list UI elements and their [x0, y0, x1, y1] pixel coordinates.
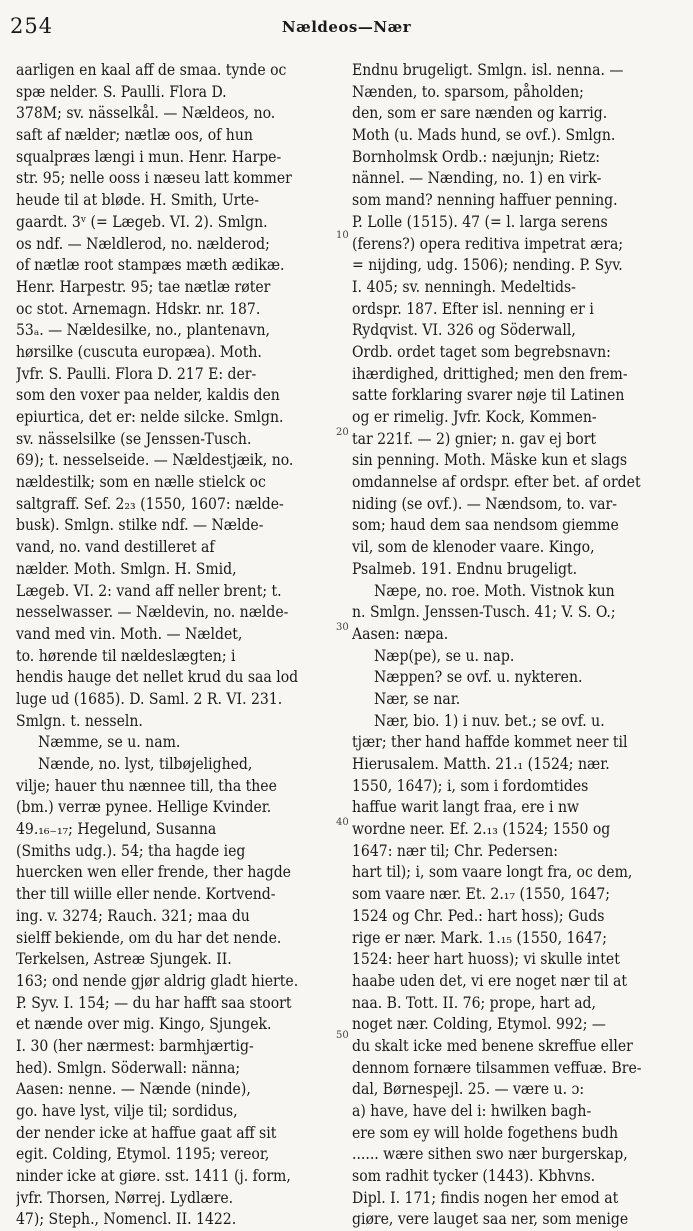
text-line: Aasen: nenne. — Nænde (ninde),	[16, 1080, 251, 1099]
text-line: Jvfr. S. Paulli. Flora D. 217 E: der-	[16, 364, 257, 383]
text-line: squalpræs længi i mun. Henr. Harpe-	[16, 147, 282, 166]
text-line: dennom fornære tilsammen veffuæ. Bre-	[352, 1058, 642, 1077]
text-line: Psalmeb. 191. Endnu brugeligt.	[352, 559, 578, 578]
text-line: busk). Smlgn. stilke ndf. — Nælde-	[16, 516, 264, 535]
page-number: 254	[10, 14, 54, 38]
text-line: sin penning. Moth. Mäske kun et slags	[352, 451, 628, 470]
text-line: 1647: nær til; Chr. Pedersen:	[352, 841, 559, 860]
text-line: oc stot. Arnemagn. Hdskr. nr. 187.	[16, 299, 261, 318]
text-line: Næp(pe), se u. nap.	[374, 646, 515, 665]
text-line: der nender icke at haffue gaat aff sit	[16, 1123, 277, 1142]
text-line: Næmme, se u. nam.	[38, 733, 181, 752]
text-line: = nijding, udg. 1506); nending. P. Syv.	[352, 256, 623, 275]
text-line: egit. Colding, Etymol. 1195; vereor,	[16, 1145, 270, 1164]
text-line: ...... wære sithen swo nær burgerskap,	[352, 1145, 628, 1164]
text-line: Ordb. ordet taget som begrebsnavn:	[352, 342, 611, 361]
text-line: 53ₐ. — Nældesilke, no., plantenavn,	[16, 321, 270, 340]
text-line: I. 30 (her nærmest: barmhjærtig-	[16, 1036, 254, 1055]
text-line: omdannelse af ordspr. efter bet. af ordet	[352, 473, 641, 492]
text-line: satte forklaring svarer nøje til Latinen	[352, 386, 625, 405]
text-line: Moth (u. Mads hund, se ovf.). Smlgn.	[352, 126, 616, 145]
text-line: du skalt icke med benene skreffue eller	[352, 1036, 633, 1055]
text-line: haffue warit langt fraa, ere i nw	[352, 798, 580, 817]
text-line: 163; ond nende gjør aldrig gladt hierte.	[16, 971, 299, 990]
text-line: huercken wen eller frende, ther hagde	[16, 863, 291, 882]
text-line: ihærdighed, drittighed; men den frem-	[352, 364, 628, 383]
text-line: ordspr. 187. Efter isl. nenning er i	[352, 299, 594, 318]
text-line: Nær, se nar.	[374, 689, 461, 708]
text-line: Næpe, no. roe. Moth. Vistnok kun	[374, 581, 615, 600]
text-line: hed). Smlgn. Söderwall: nänna;	[16, 1058, 241, 1077]
text-line: 1524: heer hart huoss); vi skulle intet	[352, 950, 620, 969]
text-line: naa. B. Tott. II. 76; prope, hart ad,	[352, 993, 596, 1012]
text-line: luge ud (1685). D. Saml. 2 R. VI. 231.	[16, 689, 283, 708]
text-line: Rydqvist. VI. 326 og Söderwall,	[352, 321, 576, 340]
text-line: Endnu brugeligt. Smlgn. isl. nenna. —	[352, 61, 624, 79]
margin-line-number-30: 30	[336, 622, 349, 633]
text-line: dal, Børnespejl. 25. — være u. ɔ:	[352, 1080, 585, 1099]
text-line: giøre, vere lauget saa ner, som menige	[352, 1210, 629, 1229]
text-line: I. 405; sv. nenningh. Medeltids-	[352, 277, 576, 296]
text-line: (Smiths udg.). 54; tha hagde ieg	[16, 841, 246, 860]
text-line: Nænden, to. sparsom, påholden;	[352, 82, 584, 101]
margin-line-number-40: 40	[336, 817, 349, 828]
text-line: wordne neer. Ef. 2.₁₃ (1524; 1550 og	[352, 820, 611, 839]
text-line: saft af nælder; nætlæ oos, of hun	[16, 126, 253, 145]
margin-line-number-10: 10	[336, 230, 349, 241]
text-line: Hierusalem. Matth. 21.₁ (1524; nær.	[352, 755, 610, 773]
text-line: of nætlæ root stampæs mæth ædikæ.	[16, 256, 285, 275]
text-line: spæ nelder. S. Paulli. Flora D.	[16, 82, 227, 101]
text-line: nældestilk; som en nælle stielck oc	[16, 473, 266, 492]
text-line: Aasen: næpa.	[352, 624, 449, 643]
text-line: nesselwasser. — Nældevin, no. nælde-	[16, 603, 289, 622]
text-line: gaardt. 3ᵛ (= Lægeb. VI. 2). Smlgn.	[16, 212, 268, 231]
text-line: heude til at bløde. H. Smith, Urte-	[16, 191, 260, 210]
text-line: a) have, have del i: hwilken bagh-	[352, 1102, 592, 1120]
text-line: str. 95; nelle ooss i næseu latt kommer	[16, 169, 292, 188]
text-line: ninder icke at giøre. sst. 1411 (j. form,	[16, 1167, 291, 1186]
text-line: 49.₁₆₋₁₇; Hegelund, Susanna	[16, 820, 217, 839]
text-line: som den voxer paa nelder, kaldis den	[16, 386, 280, 405]
text-line: Næppen? se ovf. u. nykteren.	[374, 668, 583, 687]
text-line: 69); t. nesselseide. — Nældestjæik, no.	[16, 451, 294, 470]
margin-line-number-50: 50	[336, 1030, 349, 1041]
left-column	[16, 60, 331, 1231]
text-line: Bornholmsk Ordb.: næjunjn; Rietz:	[352, 147, 601, 166]
text-line: epiurtica, det er: nelde silcke. Smlgn.	[16, 408, 284, 426]
text-line: P. Syv. I. 154; — du har hafft saa stoort	[16, 993, 292, 1012]
text-line: niding (se ovf.). — Nændsom, to. var-	[352, 494, 617, 513]
text-line: saltgraff. Sef. 2₂₃ (1550, 1607: nælde-	[16, 494, 284, 513]
text-line: tar 221f. — 2) gnier; n. gav ej bort	[352, 429, 597, 448]
text-line: som mand? nenning haffuer penning.	[352, 191, 618, 210]
text-line: sv. nässelsilke (se Jenssen-Tusch.	[16, 429, 252, 448]
text-line: n. Smlgn. Jenssen-Tusch. 41; V. S. O.;	[352, 603, 616, 622]
text-line: go. have lyst, vilje til; sordidus,	[16, 1102, 238, 1120]
text-line: aarligen en kaal aff de smaa. tynde oc	[16, 61, 287, 79]
text-line: nælder. Moth. Smlgn. H. Smid,	[16, 559, 237, 578]
text-line: tjær; ther hand haffde kommet neer til	[352, 733, 628, 752]
text-line: 1524 og Chr. Ped.: hart hoss); Guds	[352, 906, 605, 925]
text-line: rige er nær. Mark. 1.₁₅ (1550, 1647;	[352, 928, 607, 947]
text-line: os ndf. — Nældlerod, no. nælderod;	[16, 234, 270, 253]
text-line: ing. v. 3274; Rauch. 321; maa du	[16, 906, 250, 925]
text-line: 1550, 1647); i, som i fordomtides	[352, 776, 589, 795]
text-line: Nær, bio. 1) i nuv. bet.; se ovf. u.	[374, 711, 605, 730]
text-line: (bm.) verræ pynee. Hellige Kvinder.	[16, 798, 272, 817]
text-line: sielff bekiende, om du har det nende.	[16, 928, 282, 947]
text-line: Terkelsen, Astreæ Sjungek. II.	[16, 950, 232, 969]
text-line: haabe uden det, vi ere noget nær til at	[352, 971, 628, 990]
text-line: Dipl. I. 171; findis nogen her emod at	[352, 1188, 619, 1207]
text-line: noget nær. Colding, Etymol. 992; —	[352, 1015, 606, 1034]
text-line: (ferens?) opera reditiva impetrat æra;	[352, 234, 624, 253]
text-line: nännel. — Nænding, no. 1) en virk-	[352, 169, 602, 188]
running-title: Nældeos—Nær	[281, 18, 412, 36]
text-line: et nænde over mig. Kingo, Sjungek.	[16, 1015, 272, 1034]
text-line: hart til); i, som vaare longt fra, oc dem,	[352, 863, 633, 882]
text-line: vand, no. vand destilleret af	[16, 538, 215, 557]
text-line: 378M; sv. nässelkål. — Nældeos, no.	[16, 104, 276, 123]
text-line: vilje; hauer thu nænnee till, tha thee	[16, 776, 277, 795]
text-line: Smlgn. t. nesseln.	[16, 711, 143, 730]
text-line: jvfr. Thorsen, Nørrej. Lydlære.	[16, 1188, 234, 1207]
text-line: ere som ey will holde fogethens budh	[352, 1123, 619, 1142]
text-line: hørsilke (cuscuta europæa). Moth.	[16, 342, 262, 361]
text-line: Nænde, no. lyst, tilbøjelighed,	[38, 755, 253, 773]
text-line: to. hørende til nældeslægten; i	[16, 646, 236, 665]
page-header	[10, 14, 683, 42]
right-column	[352, 60, 680, 1231]
text-line: vand med vin. Moth. — Nældet,	[16, 624, 243, 643]
text-line: og er rimelig. Jvfr. Kock, Kommen-	[352, 408, 597, 426]
text-line: som radhit tycker (1443). Kbhvns.	[352, 1167, 596, 1186]
text-line: 47); Steph., Nomencl. II. 1422.	[16, 1210, 237, 1229]
text-line: som; haud dem saa nendsom giemme	[352, 516, 619, 535]
margin-line-number-20: 20	[336, 427, 349, 438]
text-line: ther till wiille eller nende. Kortvend-	[16, 885, 276, 904]
text-line: vil, som de klenoder vaare. Kingo,	[352, 538, 595, 557]
text-line: hendis hauge det nellet krud du saa lod	[16, 668, 299, 687]
text-line: Henr. Harpestr. 95; tae nætlæ røter	[16, 277, 271, 296]
text-line: Lægeb. VI. 2: vand aff neller brent; t.	[16, 581, 282, 600]
text-line: den, som er sare nænden og karrig.	[352, 104, 608, 123]
text-line: som vaare nær. Et. 2.₁₇ (1550, 1647;	[352, 885, 610, 904]
text-line: P. Lolle (1515). 47 (= l. larga serens	[352, 212, 608, 231]
